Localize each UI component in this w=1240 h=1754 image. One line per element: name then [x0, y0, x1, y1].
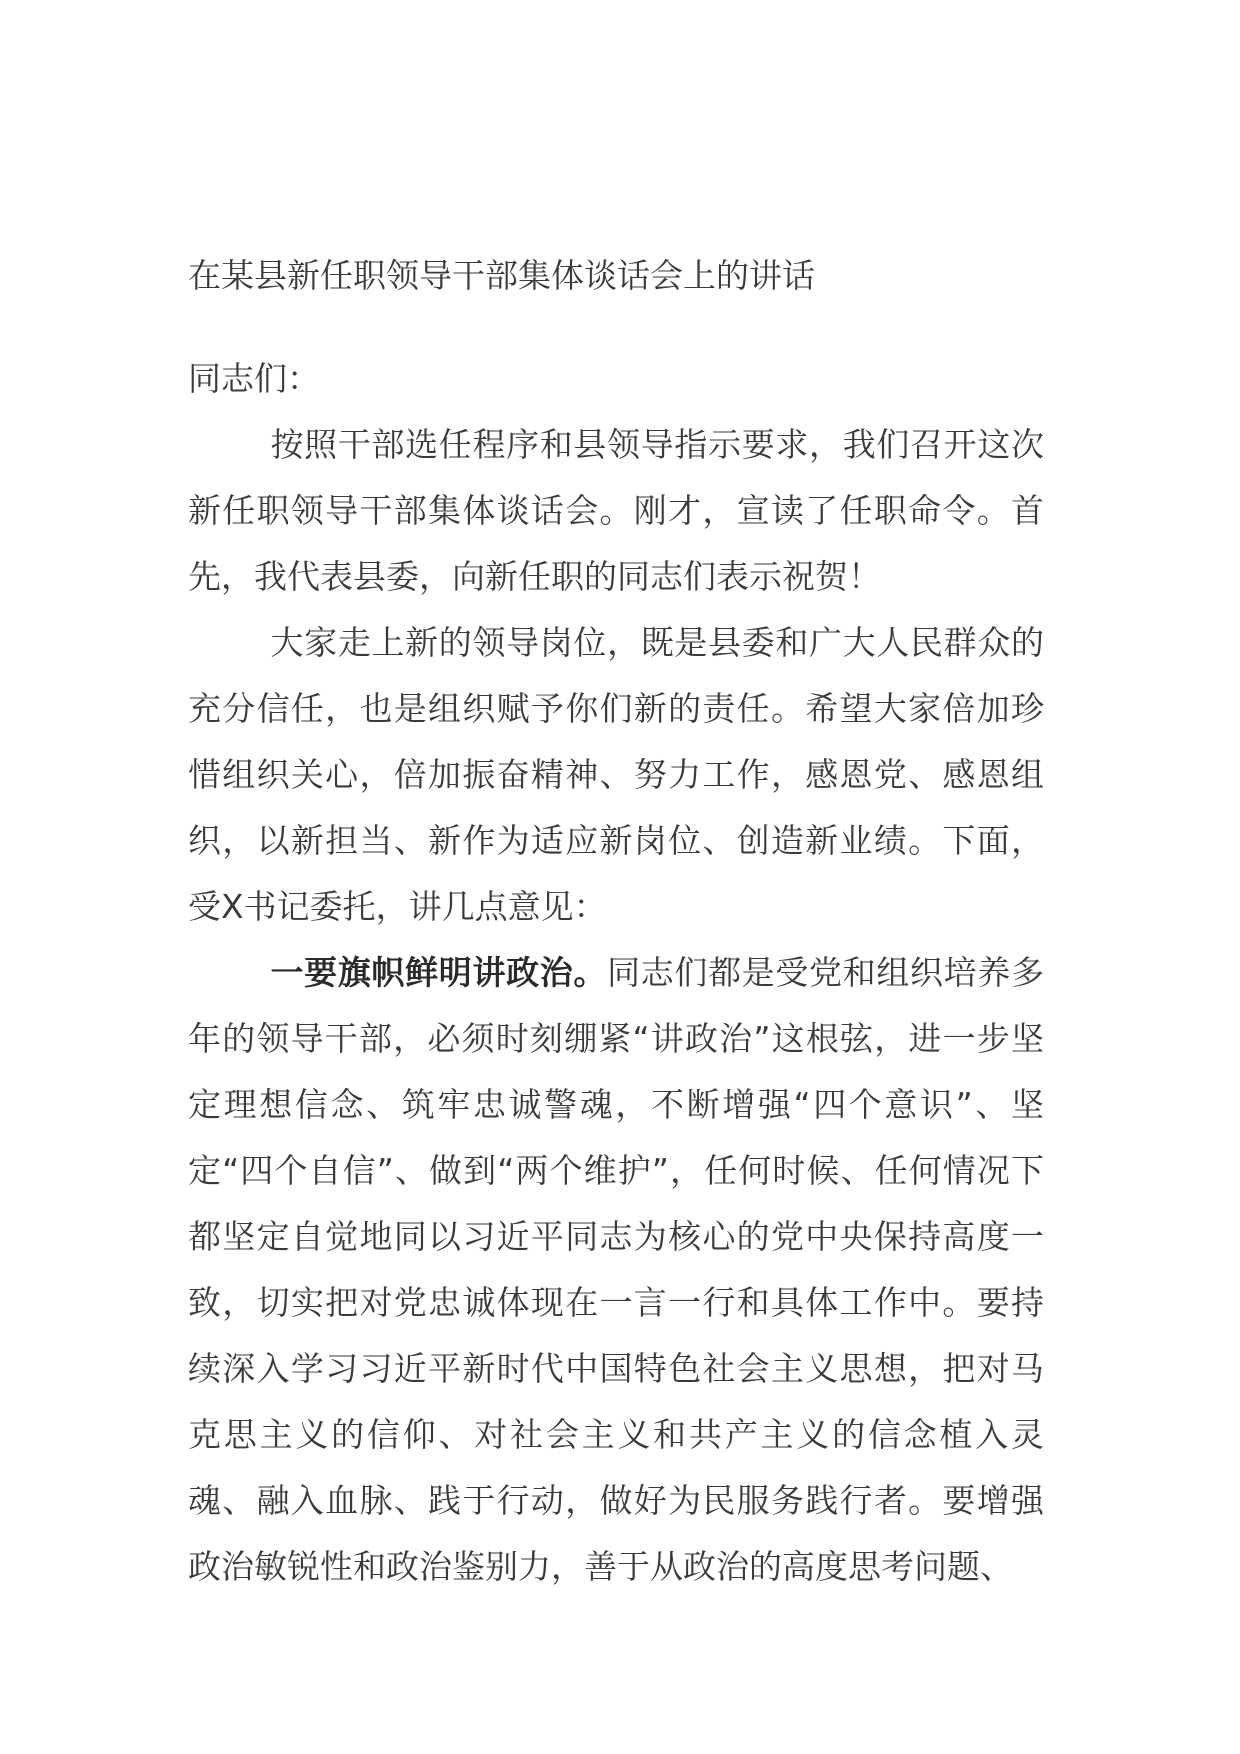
paragraph-opening	[188, 412, 1044, 610]
paragraph-point-one	[188, 940, 1044, 1600]
document-body	[188, 346, 1044, 1600]
paragraph-lead-heading: 一要旗帜鲜明讲政治。	[270, 953, 608, 992]
paragraph-text: 大家走上新的领导岗位，既是县委和广大人民群众的充分信任，也是组织赋予你们新的责任。希望大家倍加珍惜组织关心，倍加振奋精神、努力工作，感恩党、感恩组织，以新担当、新作为适应新岗位、创造新业绩。下面，受X书记委托，讲几点意见：	[188, 623, 1044, 926]
document-title: 在某县新任职领导干部集体谈话会上的讲话	[188, 256, 815, 295]
paragraph-expectations	[188, 610, 1044, 940]
paragraph-text: 按照干部选任程序和县领导指示要求，我们召开这次新任职领导干部集体谈话会。刚才，宣读了任职命令。首先，我代表县委，向新任职的同志们表示祝贺！	[188, 425, 1044, 596]
salutation: 同志们：	[188, 359, 320, 398]
paragraph-text: 同志们都是受党和组织培养多年的领导干部，必须时刻绷紧“讲政治”这根弦，进一步坚定理想信念、筑牢忠诚警魂，不断增强“四个意识”、坚定“四个自信”、做到“两个维护”，任何时候、任何情况下都坚定自觉地同以习近平同志为核心的党中央保持高度一致，切实把对党忠诚体现在一言一行和具体工作中。要持续深入学习习近平新时代中国特色社会主义思想，把对马克思主义的信仰、对社会主义和共产主义的信念植入灵魂、融入血脉、践于行动，做好为民服务践行者。要增强政治敏锐性和政治鉴别力，善于从政治的高度思考问题、	[188, 953, 1045, 1586]
